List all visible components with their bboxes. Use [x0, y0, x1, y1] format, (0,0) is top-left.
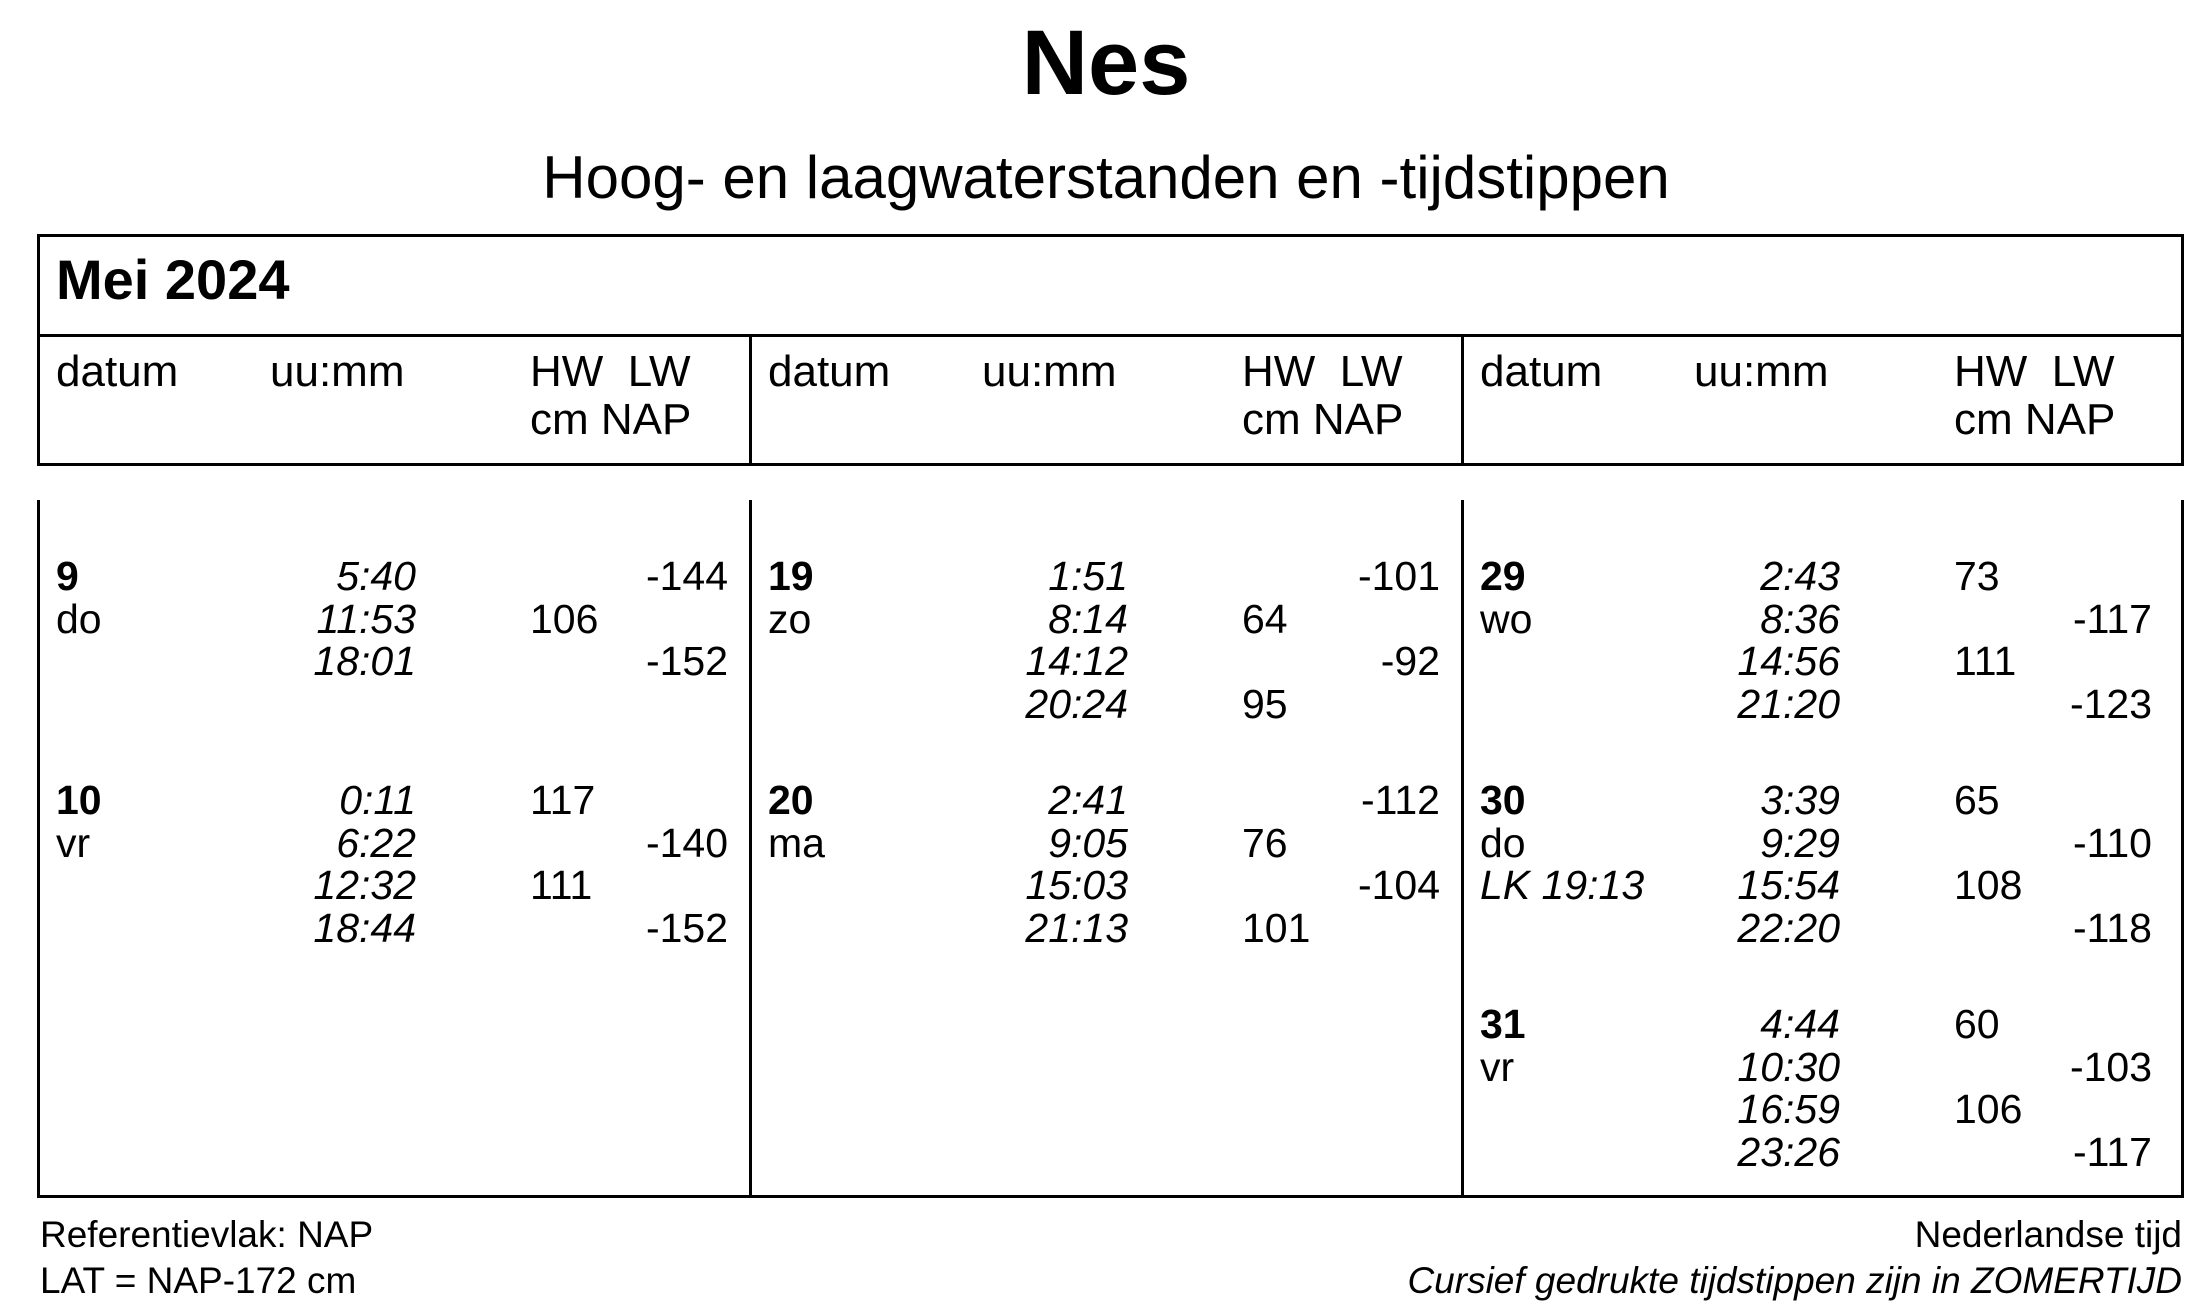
tide-time: 2:43 — [1760, 553, 1840, 599]
low-water-value: -123 — [2069, 680, 2152, 727]
high-water-value: 73 — [1954, 553, 2000, 599]
day-number: 31 — [1480, 1001, 1526, 1047]
header-datum: datum — [1480, 347, 1603, 396]
header-unit: cm NAP — [1954, 395, 2116, 444]
high-water-value: 64 — [1242, 595, 1288, 642]
header-hwlw: HW LW — [1954, 347, 2115, 396]
low-water-value — [1328, 907, 1440, 949]
day-number: 30 — [1480, 777, 1526, 823]
tide-time: 9:05 — [1048, 819, 1128, 866]
page-title: Nes — [1021, 12, 1191, 114]
day-of-week: ma — [768, 819, 825, 866]
tide-time: 4:44 — [1760, 1001, 1840, 1047]
day-of-week: zo — [768, 595, 812, 642]
tide-time: 6:22 — [336, 819, 416, 866]
tide-time: 2:41 — [1048, 777, 1128, 823]
tide-time: 8:14 — [1048, 595, 1128, 642]
tide-time: 15:03 — [1025, 862, 1128, 909]
low-water-value: -117 — [2072, 595, 2152, 642]
high-water-value — [530, 822, 630, 864]
high-water-value — [1954, 907, 2054, 949]
high-water-value — [1242, 555, 1342, 597]
low-water-value — [616, 779, 728, 821]
data-divider-1 — [749, 500, 752, 1198]
high-water-value — [1954, 683, 2054, 725]
tide-time: 23:26 — [1737, 1128, 1840, 1175]
high-water-value — [1954, 1046, 2054, 1088]
header-time: uu:mm — [1694, 347, 1829, 396]
month-divider — [37, 334, 2184, 337]
high-water-value — [1954, 1131, 2054, 1173]
tide-time: 11:53 — [316, 595, 416, 642]
low-water-value: -144 — [645, 553, 728, 599]
header-hwlw: HW LW — [530, 347, 691, 396]
high-water-value: 106 — [1954, 1086, 2023, 1133]
high-water-value: 117 — [530, 777, 596, 823]
day-number: 9 — [56, 553, 79, 599]
high-water-value: 60 — [1954, 1001, 2000, 1047]
high-water-value: 111 — [1954, 638, 2017, 685]
tide-time: 20:24 — [1025, 680, 1128, 727]
tide-time: 14:12 — [1025, 638, 1128, 685]
day-number: 29 — [1480, 553, 1526, 599]
page-subtitle: Hoog- en laagwaterstanden en -tijdstippen — [542, 144, 1670, 211]
header-time: uu:mm — [982, 347, 1117, 396]
low-water-value: -152 — [645, 638, 728, 685]
high-water-value: 95 — [1242, 680, 1288, 727]
header-hwlw: HW LW — [1242, 347, 1403, 396]
moon-phase-note: LK 19:13 — [1480, 862, 1645, 909]
data-divider-2 — [1461, 500, 1464, 1198]
high-water-value: 65 — [1954, 777, 2000, 823]
low-water-value: -118 — [2072, 904, 2152, 951]
tide-time: 5:40 — [336, 553, 416, 599]
low-water-value: -92 — [1380, 638, 1440, 685]
day-of-week: do — [56, 595, 102, 642]
high-water-value — [1954, 598, 2054, 640]
high-water-value — [1242, 779, 1342, 821]
tide-time: 0:11 — [339, 777, 416, 823]
high-water-value — [1242, 864, 1342, 906]
day-of-week: vr — [1480, 1043, 1515, 1090]
low-water-value — [616, 598, 728, 640]
high-water-value: 76 — [1242, 819, 1288, 866]
tide-time: 8:36 — [1760, 595, 1840, 642]
tide-time: 12:32 — [313, 862, 416, 909]
low-water-value: -140 — [645, 819, 728, 866]
low-water-value: -117 — [2072, 1128, 2152, 1175]
tide-time: 22:20 — [1737, 904, 1840, 951]
data-box-bottom — [37, 1195, 2184, 1198]
tide-time: 10:30 — [1737, 1043, 1840, 1090]
low-water-value — [616, 864, 728, 906]
low-water-value: -104 — [1357, 862, 1440, 909]
footer-lat: LAT = NAP-172 cm — [40, 1260, 357, 1301]
footer-timezone: Nederlandse tijd — [1914, 1214, 2182, 1255]
tide-time: 1:51 — [1048, 553, 1128, 599]
low-water-value — [1328, 683, 1440, 725]
tide-time: 3:39 — [1760, 777, 1840, 823]
day-number: 10 — [56, 777, 102, 823]
low-water-value — [1328, 822, 1440, 864]
header-divider-1 — [749, 334, 752, 466]
tide-time: 15:54 — [1737, 862, 1840, 909]
day-of-week: wo — [1480, 595, 1533, 642]
low-water-value — [2040, 1003, 2152, 1045]
low-water-value: -101 — [1357, 553, 1440, 599]
header-datum: datum — [768, 347, 891, 396]
footer-note: Cursief gedrukte tijdstippen zijn in ZOMERTIJD — [1407, 1260, 2182, 1301]
tide-time: 18:44 — [313, 904, 416, 951]
day-number: 19 — [768, 553, 814, 599]
month-label: Mei 2024 — [56, 248, 290, 311]
high-water-value — [530, 907, 630, 949]
tide-time: 14:56 — [1737, 638, 1840, 685]
high-water-value: 108 — [1954, 862, 2023, 909]
low-water-value: -152 — [645, 904, 728, 951]
footer-ref: Referentievlak: NAP — [40, 1214, 374, 1255]
day-of-week: vr — [56, 819, 91, 866]
high-water-value: 101 — [1242, 904, 1311, 951]
high-water-value — [1242, 640, 1342, 682]
low-water-value: -110 — [2072, 819, 2152, 866]
high-water-value: 106 — [530, 595, 599, 642]
tide-time: 21:13 — [1025, 904, 1128, 951]
low-water-value — [2040, 1088, 2152, 1130]
tide-time: 9:29 — [1760, 819, 1840, 866]
header-divider-2 — [1461, 334, 1464, 466]
low-water-value — [1328, 598, 1440, 640]
high-water-value — [1954, 822, 2054, 864]
low-water-value: -103 — [2069, 1043, 2152, 1090]
low-water-value — [2040, 640, 2152, 682]
day-number: 20 — [768, 777, 814, 823]
header-unit: cm NAP — [530, 395, 692, 444]
data-box-left — [37, 500, 40, 1198]
header-time: uu:mm — [270, 347, 405, 396]
tide-time: 16:59 — [1737, 1086, 1840, 1133]
tide-time: 21:20 — [1737, 680, 1840, 727]
data-box-right — [2181, 500, 2184, 1198]
high-water-value — [530, 555, 630, 597]
low-water-value — [2040, 864, 2152, 906]
day-of-week: do — [1480, 819, 1526, 866]
low-water-value: -112 — [1360, 777, 1440, 823]
low-water-value — [2040, 555, 2152, 597]
high-water-value — [530, 640, 630, 682]
high-water-value: 111 — [530, 862, 593, 909]
low-water-value — [2040, 779, 2152, 821]
header-unit: cm NAP — [1242, 395, 1404, 444]
tide-time: 18:01 — [313, 638, 416, 685]
header-datum: datum — [56, 347, 179, 396]
